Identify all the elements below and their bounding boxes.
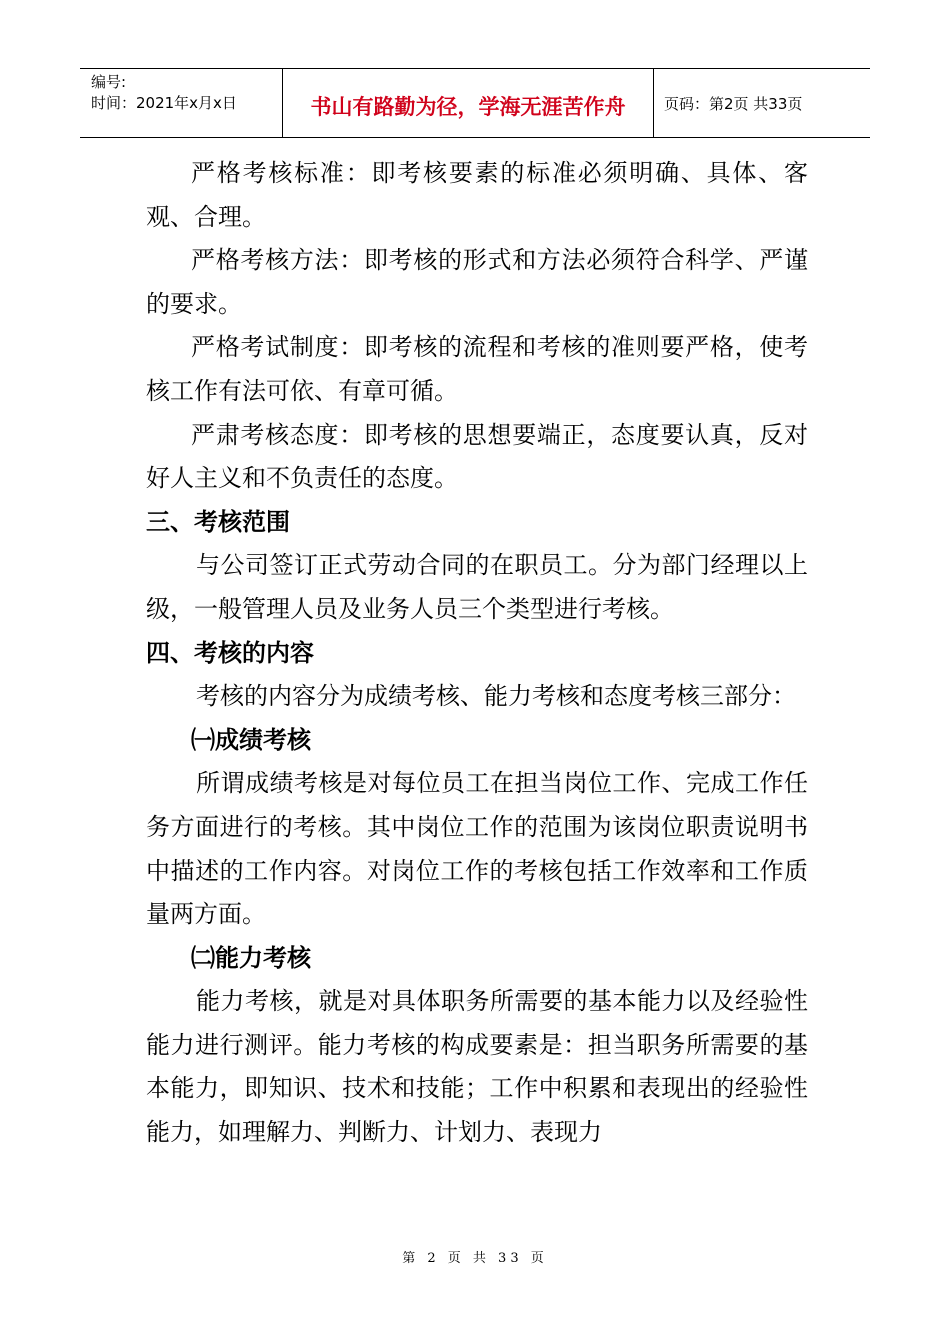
document-body xyxy=(146,152,808,1155)
header-meta-cell xyxy=(80,69,283,137)
header-motto: 书山有路勤为径，学海无涯苦作舟 xyxy=(310,95,626,119)
paragraph-standard: 严格考核标准：即考核要素的标准必须明确、具体、客观、合理。 xyxy=(146,159,808,231)
subsection-heading-performance: ㈠成绩考核 xyxy=(191,725,311,754)
header-motto-cell xyxy=(283,69,654,137)
section-heading-content: 四、考核的内容 xyxy=(146,638,314,667)
subsection-heading-ability: ㈡能力考核 xyxy=(191,943,311,972)
paragraph-system: 严格考试制度：即考核的流程和考核的准则要严格，使考核工作有法可依、有章可循。 xyxy=(146,333,808,405)
document-time-label: 时间：2021年x月x日 xyxy=(91,94,237,112)
page-footer: 第 2 页 共 33 页 xyxy=(402,1251,548,1266)
paragraph-attitude: 严肃考核态度：即考核的思想要端正，态度要认真，反对好人主义和不负责任的态度。 xyxy=(146,420,808,493)
document-number-label: 编号: xyxy=(91,73,127,91)
paragraph-method: 严格考核方法：即考核的形式和方法必须符合科学、严谨的要求。 xyxy=(146,246,808,318)
paragraph-content-intro: 考核的内容分为成绩考核、能力考核和态度考核三部分： xyxy=(196,682,796,711)
paragraph-performance: 所谓成绩考核是对每位员工在担当岗位工作、完成工作任务方面进行的考核。其中岗位工作的范围为该岗位职责说明书中描述的工作内容。对岗位工作的考核包括工作效率和工作质量两方面。 xyxy=(146,769,808,929)
document-header xyxy=(80,68,870,138)
paragraph-ability: 能力考核，就是对具体职务所需要的基本能力以及经验性能力进行测评。能力考核的构成要素是：担当职务所需要的基本能力，即知识、技术和技能；工作中积累和表现出的经验性能力，如理解力、判断力、计划力、表现力 xyxy=(146,987,808,1147)
header-page-info: 页码：第2页 共33页 xyxy=(664,95,803,113)
section-heading-scope: 三、考核范围 xyxy=(146,507,290,536)
header-page-cell xyxy=(654,69,870,137)
paragraph-scope: 与公司签订正式劳动合同的在职员工。分为部门经理以上级，一般管理人员及业务人员三个类型进行考核。 xyxy=(146,551,808,623)
